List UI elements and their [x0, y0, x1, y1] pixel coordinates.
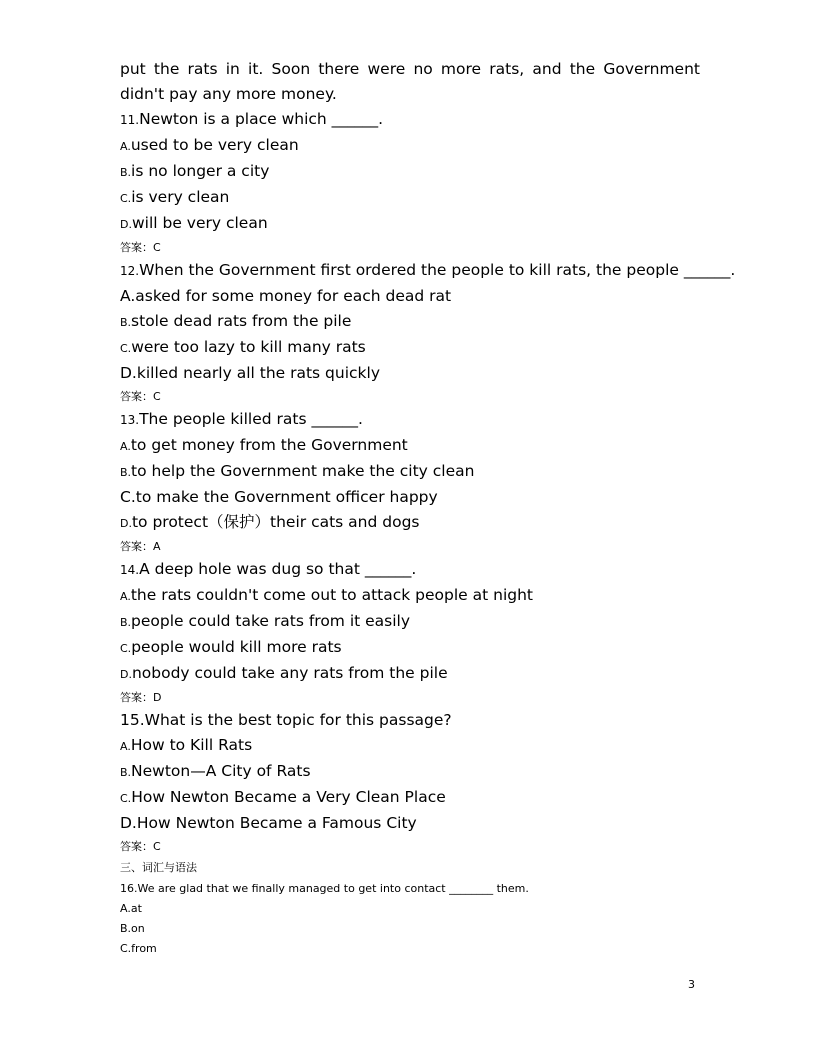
question-number: 11. — [120, 113, 140, 127]
option-text: to make the Government officer happy — [135, 488, 438, 506]
question-16: 16.We are glad that we finally managed to get into contact ________ them. — [120, 882, 529, 895]
option-12-d — [120, 361, 700, 386]
option-letter: A. — [120, 287, 136, 305]
option-text: people could take rats from it easily — [131, 612, 411, 630]
option-letter: A. — [120, 440, 131, 453]
question-15 — [120, 708, 700, 733]
option-text: How Newton Became a Very Clean Place — [131, 788, 446, 806]
option-text: Newton—A City of Rats — [131, 762, 311, 780]
option-16-b: B.on — [120, 922, 145, 935]
option-text: people would kill more rats — [131, 638, 342, 656]
answer-15: 答案：C — [120, 840, 161, 853]
passage-continuation: put the rats in it. Soon there were no more rats, and the Government didn't pay any more money. — [120, 60, 700, 103]
question-stem: A deep hole was dug so that ______. — [139, 560, 417, 578]
option-13-c — [120, 485, 700, 510]
page-number: 3 — [688, 978, 695, 991]
option-letter: D. — [120, 517, 132, 530]
option-11-b — [120, 159, 700, 185]
option-letter: C. — [120, 192, 132, 205]
option-text: to help the Government make the city clean — [131, 462, 475, 480]
option-11-d — [120, 211, 700, 237]
option-text: to protect（保护）their cats and dogs — [131, 513, 420, 531]
option-16-a: A.at — [120, 902, 142, 915]
section-title: 三、词汇与语法 — [120, 861, 197, 874]
option-letter: B. — [120, 466, 132, 479]
option-letter: B. — [120, 616, 132, 629]
option-text: were too lazy to kill many rats — [131, 338, 366, 356]
option-letter: B. — [120, 316, 132, 329]
option-text: stole dead rats from the pile — [131, 312, 352, 330]
question-14 — [120, 557, 700, 583]
option-15-c — [120, 785, 700, 811]
option-letter: D. — [120, 814, 137, 832]
option-text: the rats couldn't come out to attack people at night — [130, 586, 533, 604]
question-number: 14. — [120, 563, 140, 577]
option-14-a — [120, 583, 700, 609]
question-number: 12. — [120, 264, 140, 278]
option-13-a — [120, 433, 700, 459]
option-11-a — [120, 133, 700, 159]
option-text: is no longer a city — [131, 162, 270, 180]
option-13-b — [120, 459, 700, 485]
answer-14: 答案：D — [120, 691, 162, 704]
option-11-c — [120, 185, 700, 211]
question-11 — [120, 107, 700, 133]
option-text: How Newton Became a Famous City — [136, 814, 417, 832]
option-text: is very clean — [131, 188, 230, 206]
option-letter: C. — [120, 792, 132, 805]
option-15-b — [120, 759, 700, 785]
question-number: 13. — [120, 413, 140, 427]
option-15-a — [120, 733, 700, 759]
option-letter: A. — [120, 590, 131, 603]
option-letter: B. — [120, 166, 132, 179]
option-15-d — [120, 811, 700, 836]
question-stem: When the Government first ordered the people to kill rats, the people ______. — [139, 261, 736, 279]
option-12-a — [120, 284, 700, 309]
answer-11: 答案：C — [120, 241, 161, 254]
option-text: to get money from the Government — [130, 436, 408, 454]
option-letter: D. — [120, 668, 132, 681]
option-14-c — [120, 635, 700, 661]
option-letter: D. — [120, 364, 137, 382]
option-letter: A. — [120, 740, 131, 753]
option-text: will be very clean — [131, 214, 268, 232]
question-stem: Newton is a place which ______. — [139, 110, 384, 128]
option-letter: D. — [120, 218, 132, 231]
option-12-c — [120, 335, 700, 361]
option-letter: B. — [120, 766, 132, 779]
option-13-d — [120, 510, 700, 536]
question-stem: What is the best topic for this passage? — [144, 711, 452, 729]
option-16-c: C.from — [120, 942, 157, 955]
question-12 — [120, 258, 736, 284]
option-14-d — [120, 661, 700, 687]
question-number: 15. — [120, 711, 145, 729]
option-14-b — [120, 609, 700, 635]
question-stem: The people killed rats ______. — [139, 410, 363, 428]
question-13 — [120, 407, 700, 433]
option-text: killed nearly all the rats quickly — [136, 364, 381, 382]
option-letter: C. — [120, 642, 132, 655]
option-letter: C. — [120, 342, 132, 355]
option-letter: C. — [120, 488, 136, 506]
option-12-b — [120, 309, 700, 335]
option-text: used to be very clean — [130, 136, 299, 154]
option-letter: A. — [120, 140, 131, 153]
option-text: How to Kill Rats — [130, 736, 253, 754]
answer-13: 答案：A — [120, 540, 161, 553]
option-text: asked for some money for each dead rat — [135, 287, 452, 305]
option-text: nobody could take any rats from the pile — [131, 664, 448, 682]
document-page — [120, 57, 736, 959]
answer-12: 答案：C — [120, 390, 161, 403]
